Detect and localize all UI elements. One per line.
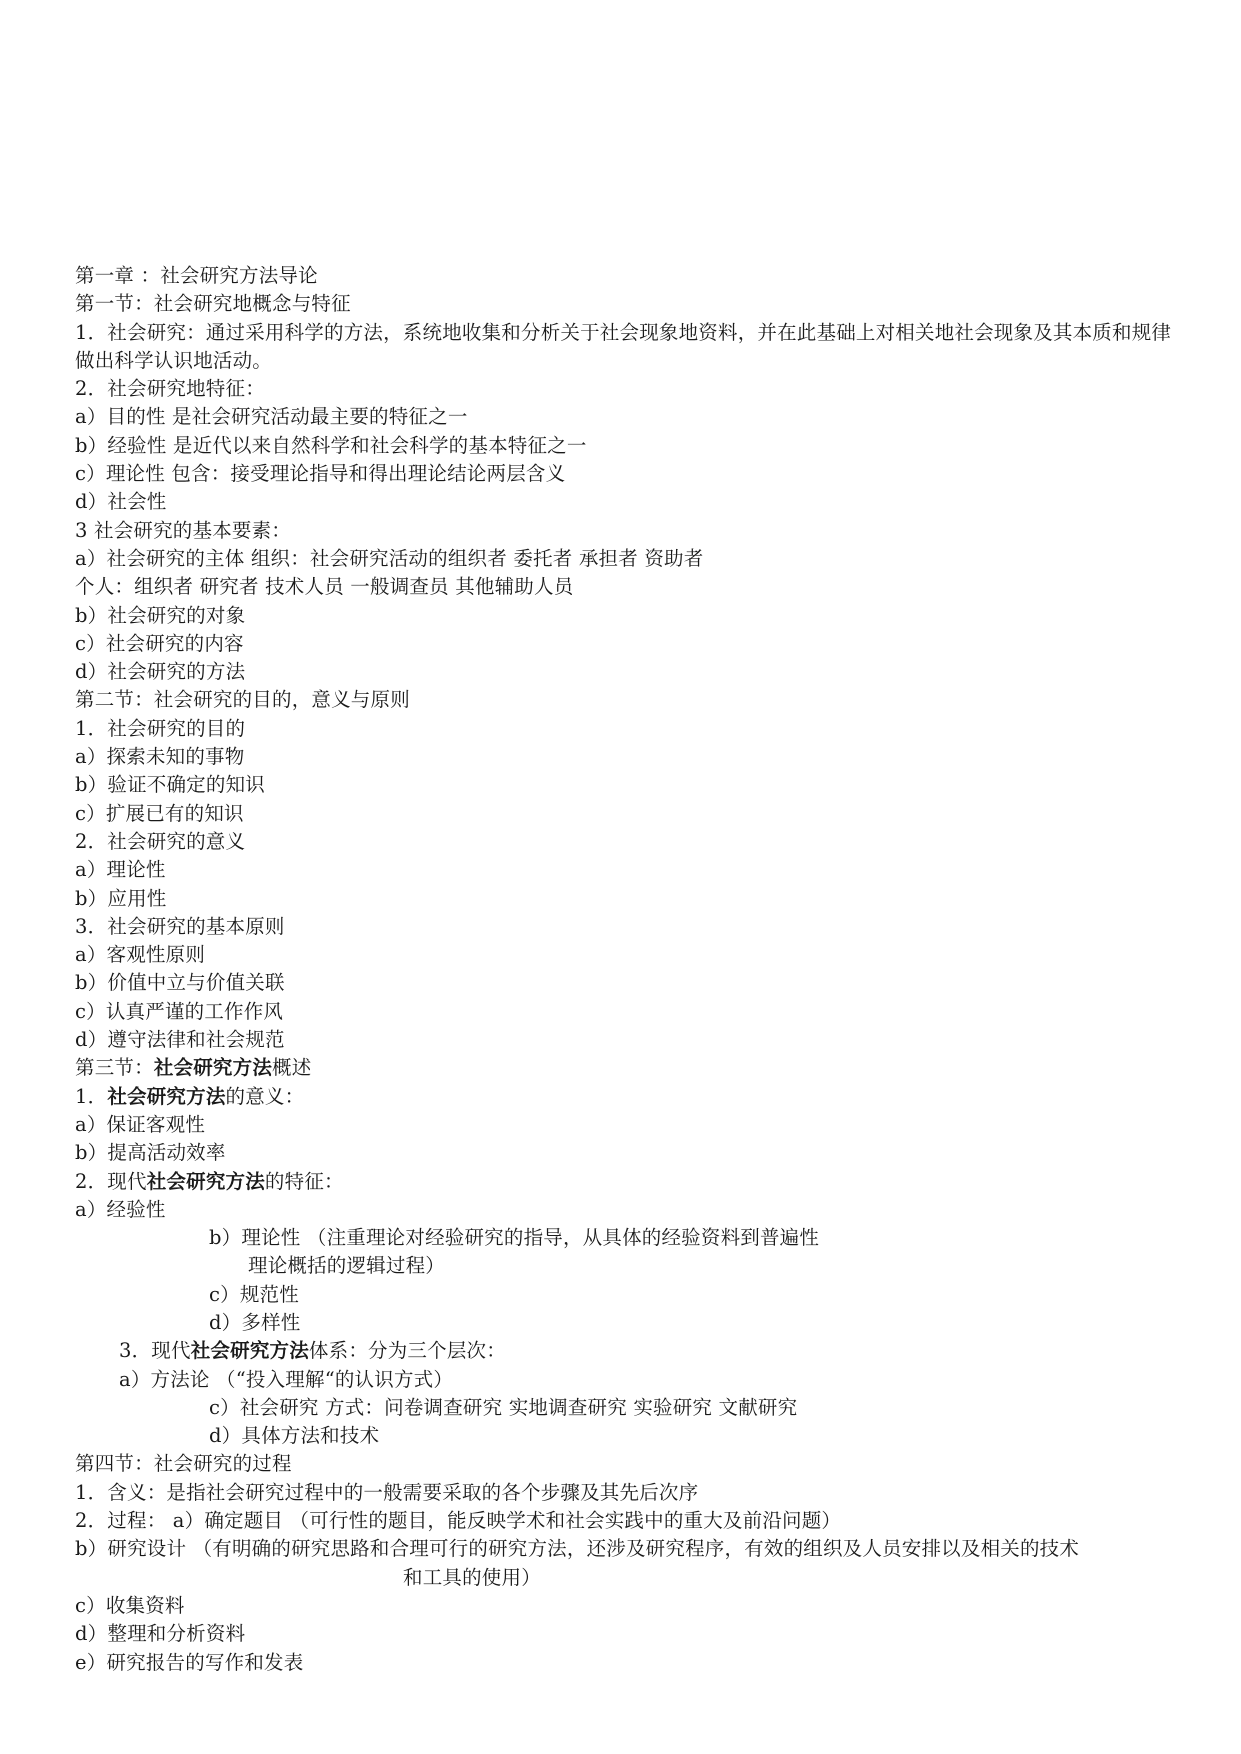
element-item: b）社会研究的对象 — [75, 603, 246, 627]
modern-features-heading — [75, 1168, 1185, 1196]
purpose-item: b）验证不确定的知识 — [75, 773, 265, 797]
modern-feature-continuation: 理论概括的逻辑过程） — [248, 1254, 446, 1278]
process-item: 2．过程： a）确定题目 （可行性的题目，能反映学术和社会实践中的重大及前沿问题） — [75, 1509, 842, 1533]
modern-feature-item: c）规范性 — [209, 1282, 299, 1306]
heading-suffix: 的特征： — [264, 1169, 344, 1193]
significance-heading — [75, 1083, 1185, 1111]
heading-prefix: 3．现代 — [119, 1339, 191, 1363]
features-heading: 2．社会研究地特征： — [75, 377, 265, 401]
feature-item: c）理论性 包含：接受理论指导和得出理论结论两层含义 — [75, 462, 566, 486]
element-item: a）社会研究的主体 组织：社会研究活动的组织者 委托者 承担者 资助者 — [75, 546, 704, 570]
principle-item: d）遵守法律和社会规范 — [75, 1028, 285, 1052]
modern-feature-item: b）理论性 （注重理论对经验研究的指导，从具体的经验资料到普遍性 — [209, 1226, 820, 1250]
process-item: b）研究设计 （有明确的研究思路和合理可行的研究方法，还涉及研究程序，有效的组织及人员安排以及相关的技术 — [75, 1537, 1080, 1561]
section-2-title: 第二节：社会研究的目的，意义与原则 — [75, 688, 410, 712]
purpose-heading: 1．社会研究的目的 — [75, 716, 246, 740]
feature-item: b）经验性 是近代以来自然科学和社会科学的基本特征之一 — [75, 433, 587, 457]
process-item: d）整理和分析资料 — [75, 1622, 246, 1646]
process-item: e）研究报告的写作和发表 — [75, 1650, 304, 1674]
heading-prefix: 2．现代 — [75, 1169, 147, 1193]
highlighted-term: 社会研究方法 — [153, 1056, 273, 1080]
chapter-title: 第一章 ：社会研究方法导论 — [75, 264, 318, 287]
elements-heading: 3 社会研究的基本要素： — [75, 518, 292, 542]
system-heading — [75, 1337, 1185, 1365]
meaning-item: a）理论性 — [75, 858, 166, 882]
meaning-heading: 2．社会研究的意义 — [75, 829, 246, 853]
principle-heading: 3．社会研究的基本原则 — [75, 914, 285, 938]
meaning-item: b）应用性 — [75, 886, 167, 910]
purpose-item: a）探索未知的事物 — [75, 745, 245, 769]
heading-prefix: 1． — [75, 1084, 108, 1108]
definition-paragraph: 1．社会研究：通过采用科学的方法，系统地收集和分析关于社会现象地资料，并在此基础上对相关地社会现象及其本质和规律做出科学认识地活动。 — [75, 320, 1172, 372]
feature-item: d）社会性 — [75, 490, 167, 514]
purpose-item: c）扩展已有的知识 — [75, 801, 244, 825]
significance-item: b）提高活动效率 — [75, 1141, 226, 1165]
system-item: a）方法论 （“投入理解“的认识方式） — [119, 1367, 454, 1391]
system-item: d）具体方法和技术 — [209, 1424, 380, 1448]
process-definition: 1．含义：是指社会研究过程中的一般需要采取的各个步骤及其先后次序 — [75, 1480, 699, 1504]
section-4-title: 第四节：社会研究的过程 — [75, 1452, 292, 1476]
highlighted-term: 社会研究方法 — [107, 1084, 226, 1108]
element-item: 个人：组织者 研究者 技术人员 一般调查员 其他辅助人员 — [75, 575, 574, 599]
document-body — [75, 262, 1185, 1677]
section-1-title: 第一节：社会研究地概念与特征 — [75, 292, 351, 316]
principle-item: c）认真严谨的工作作风 — [75, 999, 284, 1023]
feature-item: a）目的性 是社会研究活动最主要的特征之一 — [75, 405, 468, 429]
significance-item: a）保证客观性 — [75, 1112, 206, 1136]
element-item: c）社会研究的内容 — [75, 631, 244, 655]
highlighted-term: 社会研究方法 — [146, 1169, 265, 1193]
principle-item: a）客观性原则 — [75, 943, 206, 967]
element-item: d）社会研究的方法 — [75, 660, 246, 684]
system-item: c）社会研究 方式：问卷调查研究 实地调查研究 实验研究 文献研究 — [209, 1395, 798, 1419]
process-item: c）收集资料 — [75, 1593, 185, 1617]
title-prefix: 第三节： — [75, 1056, 154, 1080]
heading-suffix: 体系：分为三个层次： — [308, 1339, 506, 1363]
heading-suffix: 的意义： — [225, 1084, 305, 1108]
principle-item: b）价值中立与价值关联 — [75, 971, 285, 995]
modern-feature-item: a）经验性 — [75, 1197, 166, 1221]
process-continuation: 和工具的使用） — [403, 1565, 541, 1589]
section-3-title — [75, 1054, 1185, 1082]
modern-feature-item: d）多样性 — [209, 1310, 301, 1334]
title-suffix: 概述 — [272, 1056, 312, 1080]
highlighted-term: 社会研究方法 — [190, 1339, 309, 1363]
